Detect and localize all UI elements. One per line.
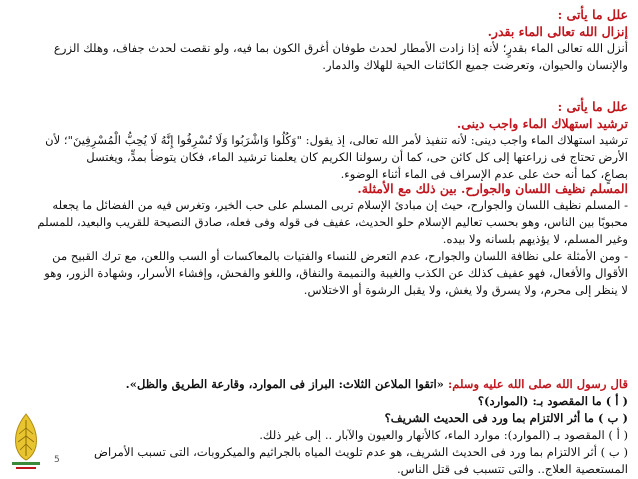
answer-a: ( أ ) المقصود بـ (الموارد): موارد الماء، كالأنهار والعيون والآبار .. إلى غير ذلك. — [259, 428, 628, 442]
question-a: ( أ ) ما المقصود بـ: (الموارد)؟ — [477, 394, 628, 408]
paragraph-line: - المسلم نظيف اللسان والجوارح، حيث إن مبادئ الإسلام تربى المسلم على حب الخير، وتغرس فيه من الفضائل ما يجعله — [52, 198, 628, 212]
paragraph-line: الأرض تحتاج فى زراعتها إلى كل كائن حى، كما أن رسولنا الكريم كان يعلمنا ترشيد الماء، فكان يتوضأ بمدٍّ، ويغتسل — [86, 150, 628, 164]
paragraph-line: أنزل الله تعالى الماء بقدرٍ؛ لأنه إذا زادت الأمطار لحدث طوفان أغرق الكون بما فيه، ولو نقصت لحدث جفاف، وهلك الزرع — [53, 41, 628, 55]
section-heading: علل ما يأتى : — [557, 7, 628, 22]
answer-b-line: المستعصية العلاج.. والتى تتسبب فى قتل الناس. — [396, 462, 628, 476]
hadith-text: «اتقوا الملاعن الثلاث: البراز فى الموارد، وقارعة الطريق والظل». — [125, 377, 444, 391]
section-muslim-clean-tongue — [10, 180, 628, 299]
paragraph-line: - ومن الأمثلة على نظافة اللسان والجوارح، عدم التعرض للنساء والفتيات بالمعاكسات أو السب واللعن، مع ترك القبيح من — [52, 249, 628, 263]
paragraph-line: وغير المسلم، لا يؤذيهم بلسانه ولا بيده. — [442, 232, 628, 246]
section-inzal-al-maa — [10, 6, 628, 74]
page-number: 5 — [54, 455, 60, 465]
section-subheading: ترشيد استهلاك الماء واجب دينى. — [456, 116, 628, 131]
publisher-logo-icon — [6, 410, 46, 472]
section-hadith-questions — [10, 376, 628, 478]
paragraph-line: الأقوال والأفعال، فهو عفيف كذلك عن الكذب والغيبة والنميمة والنفاق، واللغو والفحش، وإفشاء الأسرار، وشهادة الزور، وهو — [44, 266, 628, 280]
paragraph-line: لا ينظر إلى محرم، ولا يسرق ولا يغش، ولا يقبل الرشوة أو الاختلاس. — [303, 283, 628, 297]
section-heading: علل ما يأتى : — [557, 99, 628, 114]
paragraph-line: بصاعٍ، كما أنه حث على عدم الإسراف فى الماء أثناء الوضوء. — [340, 167, 628, 181]
hadith-line — [10, 376, 628, 393]
section-tarshid-istihlak — [10, 98, 628, 183]
paragraph-line: والإنسان والحيوان، وتعرضت جميع الكائنات الحية للهلاك والدمار. — [322, 58, 628, 72]
question-b: ( ب ) ما أثر الالتزام بما ورد فى الحديث الشريف؟ — [384, 411, 628, 425]
paragraph-line: محبوبًا بين الناس، وهو بحسب تعاليم الإسلام حلو الحديث، عفيف فى قوله وفى فعله، صادق النصيحة للقريب والبعيد، للمسلم — [37, 215, 628, 229]
section-subheading: إنزال الله تعالى الماء بقدر. — [487, 24, 628, 39]
paragraph-line: ترشيد استهلاك الماء واجب دينى: لأنه تنفيذ لأمر الله تعالى، إذ يقول: "وَكُلُوا وَاشْرَبُوا وَلَا تُسْرِفُوا إِنَّهُ لَا يُحِبُّ الْمُسْرِفِينَ"؛ لأن — [45, 133, 628, 147]
answer-b-line: ( ب ) أثر الالتزام بما ورد فى الحديث الشريف، هو عدم تلويث المياه بالجراثيم والميكروبات، التى تسبب الأمراض — [94, 445, 628, 459]
section-heading: المسلم نظيف اللسان والجوارح. بين ذلك مع الأمثلة. — [357, 181, 628, 196]
hadith-intro: قال رسول الله صلى الله عليه وسلم: — [443, 377, 628, 391]
